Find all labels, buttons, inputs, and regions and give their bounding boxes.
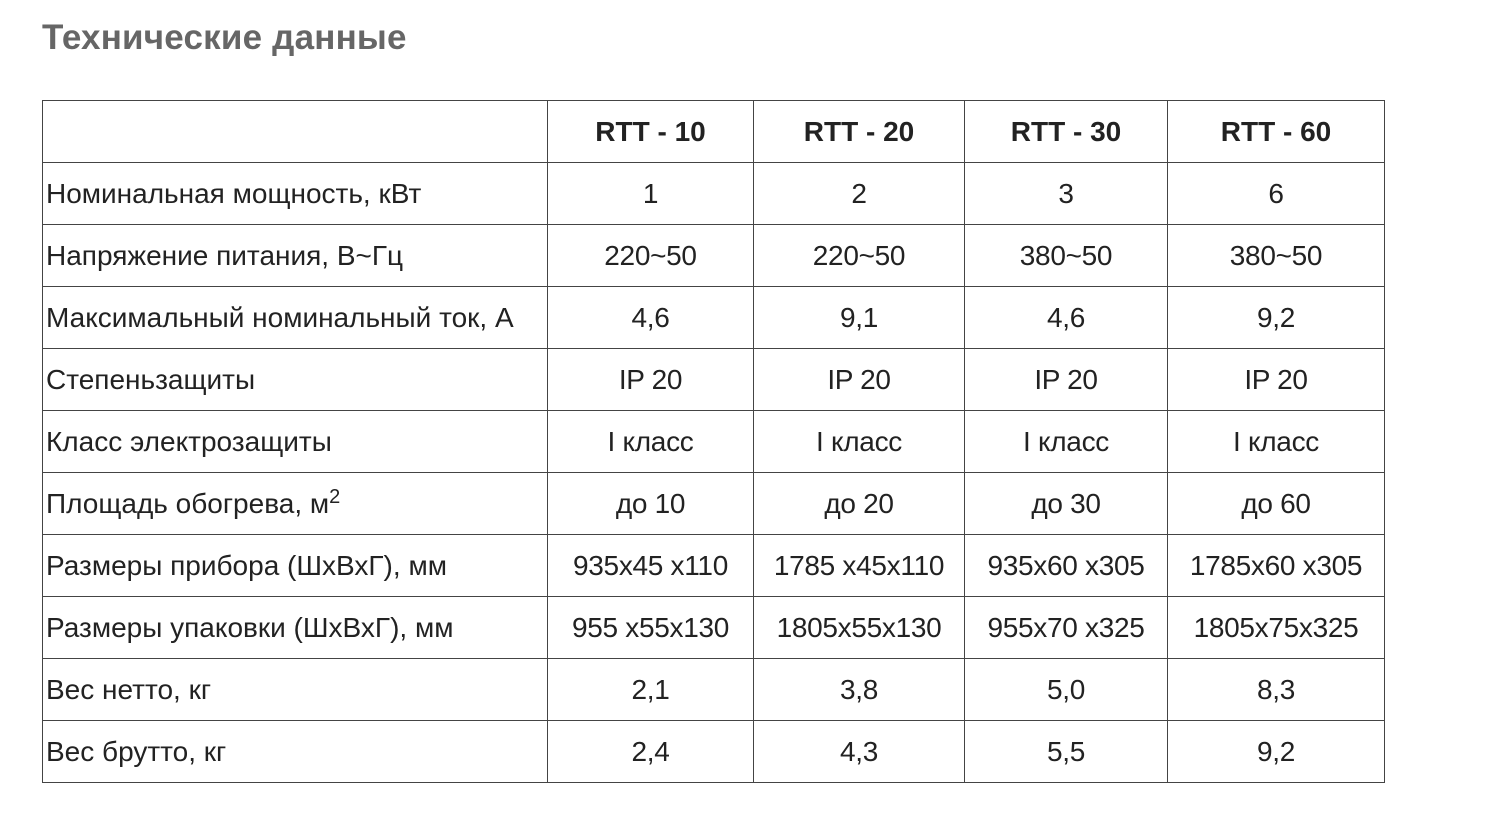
- table-cell: I класс: [965, 411, 1168, 473]
- table-cell: 380~50: [965, 225, 1168, 287]
- table-cell: 220~50: [754, 225, 965, 287]
- table-cell: до 60: [1168, 473, 1385, 535]
- table-cell: до 10: [548, 473, 754, 535]
- table-cell: I класс: [754, 411, 965, 473]
- table-cell: IP 20: [548, 349, 754, 411]
- table-row: [43, 597, 1385, 659]
- row-label: Напряжение питания, В~Гц: [43, 225, 548, 287]
- row-label: Максимальный номинальный ток, А: [43, 287, 548, 349]
- table-cell: 935х60 х305: [965, 535, 1168, 597]
- table-cell: 4,6: [548, 287, 754, 349]
- table-cell: 9,2: [1168, 287, 1385, 349]
- table-row: [43, 349, 1385, 411]
- table-cell: I класс: [1168, 411, 1385, 473]
- table-row: [43, 659, 1385, 721]
- table-cell: до 30: [965, 473, 1168, 535]
- table-cell: 9,1: [754, 287, 965, 349]
- table-cell: 955 х55х130: [548, 597, 754, 659]
- table-row: [43, 225, 1385, 287]
- row-label-cell: [43, 473, 548, 535]
- table-cell: 6: [1168, 163, 1385, 225]
- table-row: [43, 721, 1385, 783]
- table-cell: 9,2: [1168, 721, 1385, 783]
- table-cell: 1: [548, 163, 754, 225]
- table-cell: IP 20: [1168, 349, 1385, 411]
- row-label: Площадь обогрева, м: [46, 487, 330, 519]
- table-cell: 1805х55х130: [754, 597, 965, 659]
- superscript: 2: [329, 485, 341, 508]
- table-cell: 5,5: [965, 721, 1168, 783]
- table-cell: 5,0: [965, 659, 1168, 721]
- row-label: Степеньзащиты: [43, 349, 548, 411]
- table-header-row: [43, 101, 1385, 163]
- table-cell: 3,8: [754, 659, 965, 721]
- column-header: RTT - 20: [754, 101, 965, 163]
- table-cell: I класс: [548, 411, 754, 473]
- table-row: [43, 287, 1385, 349]
- table-cell: IP 20: [965, 349, 1168, 411]
- table-cell: 2: [754, 163, 965, 225]
- table-cell: 8,3: [1168, 659, 1385, 721]
- row-label: Класс электрозащиты: [43, 411, 548, 473]
- table-row: [43, 535, 1385, 597]
- table-cell: IP 20: [754, 349, 965, 411]
- table-cell: 2,1: [548, 659, 754, 721]
- table-cell: до 20: [754, 473, 965, 535]
- table-cell: 1785х60 х305: [1168, 535, 1385, 597]
- table-cell: 955х70 х325: [965, 597, 1168, 659]
- row-label: Вес нетто, кг: [43, 659, 548, 721]
- page-title: Технические данные: [42, 18, 407, 57]
- table-cell: 3: [965, 163, 1168, 225]
- row-label: Размеры прибора (ШхВхГ), мм: [43, 535, 548, 597]
- column-header: RTT - 10: [548, 101, 754, 163]
- table-cell: 935х45 х110: [548, 535, 754, 597]
- column-header: RTT - 60: [1168, 101, 1385, 163]
- table-cell: 1785 х45х110: [754, 535, 965, 597]
- table-cell: 380~50: [1168, 225, 1385, 287]
- table-row: [43, 163, 1385, 225]
- corner-cell: [43, 101, 548, 163]
- table-cell: 4,3: [754, 721, 965, 783]
- table-cell: 220~50: [548, 225, 754, 287]
- table-cell: 4,6: [965, 287, 1168, 349]
- row-label: Вес брутто, кг: [43, 721, 548, 783]
- table-cell: 2,4: [548, 721, 754, 783]
- table-row: [43, 473, 1385, 535]
- row-label: Номинальная мощность, кВт: [43, 163, 548, 225]
- table-row: [43, 411, 1385, 473]
- table-cell: 1805х75х325: [1168, 597, 1385, 659]
- column-header: RTT - 30: [965, 101, 1168, 163]
- specs-table: [42, 100, 1385, 783]
- row-label: Размеры упаковки (ШхВхГ), мм: [43, 597, 548, 659]
